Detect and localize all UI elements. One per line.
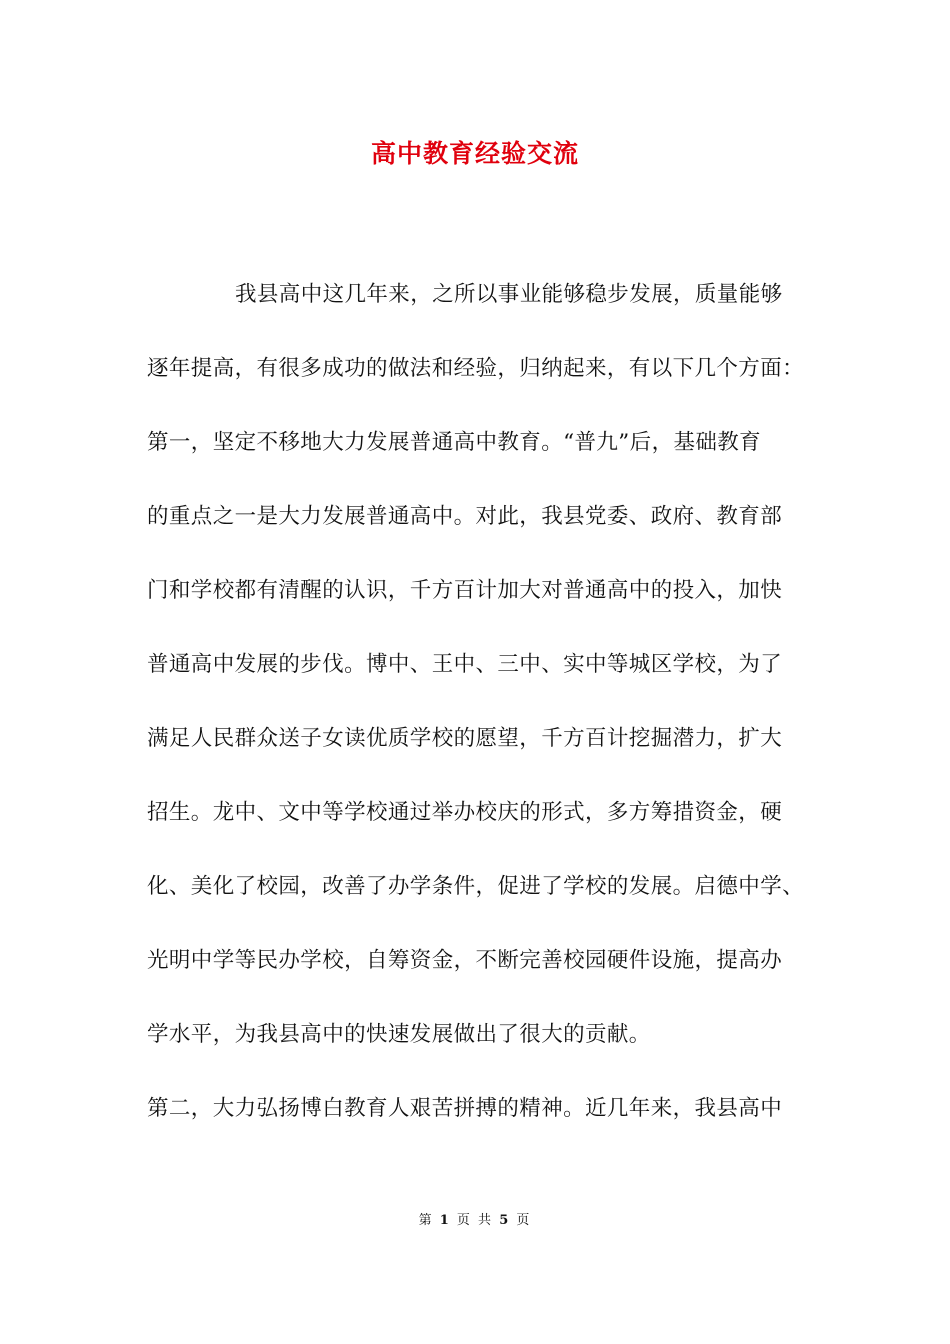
paragraph-line: 招生。龙中、文中等学校通过举办校庆的形式，多方筹措资金，硬 (147, 800, 783, 825)
paragraph-line: 我县高中这几年来，之所以事业能够稳步发展，质量能够 (235, 282, 783, 307)
paragraph-line: 普通高中发展的步伐。博中、王中、三中、实中等城区学校，为了 (147, 652, 783, 677)
footer-middle: 页 共 (456, 1213, 494, 1228)
document-title: 高中教育经验交流 (370, 139, 579, 168)
paragraph-line: 化、美化了校园，改善了办学条件，促进了学校的发展。启德中学、 (147, 874, 805, 899)
paragraph-line: 光明中学等民办学校，自筹资金，不断完善校园硬件设施，提高办 (147, 948, 783, 973)
paragraph-line: 第一，坚定不移地大力发展普通高中教育。“普九”后，基础教育 (147, 430, 762, 455)
paragraph-line: 门和学校都有清醒的认识，千方百计加大对普通高中的投入，加快 (147, 578, 783, 603)
paragraph-line: 学水平，为我县高中的快速发展做出了很大的贡献。 (147, 1022, 651, 1047)
paragraph-line: 满足人民群众送子女读优质学校的愿望，千方百计挖掘潜力，扩大 (147, 726, 783, 751)
footer-prefix: 第 (418, 1213, 434, 1228)
page-footer (0, 1209, 950, 1228)
paragraph-line: 第二，大力弘扬博白教育人艰苦拼搏的精神。近几年来，我县高中 (147, 1096, 783, 1121)
current-page-number: 1 (439, 1213, 451, 1228)
paragraph-line: 逐年提高，有很多成功的做法和经验，归纳起来，有以下几个方面： (147, 356, 805, 381)
total-page-count: 5 (499, 1213, 511, 1228)
footer-suffix: 页 (516, 1213, 532, 1228)
paragraph-line: 的重点之一是大力发展普通高中。对此，我县党委、政府、教育部 (147, 504, 783, 529)
document-body (147, 278, 807, 1166)
